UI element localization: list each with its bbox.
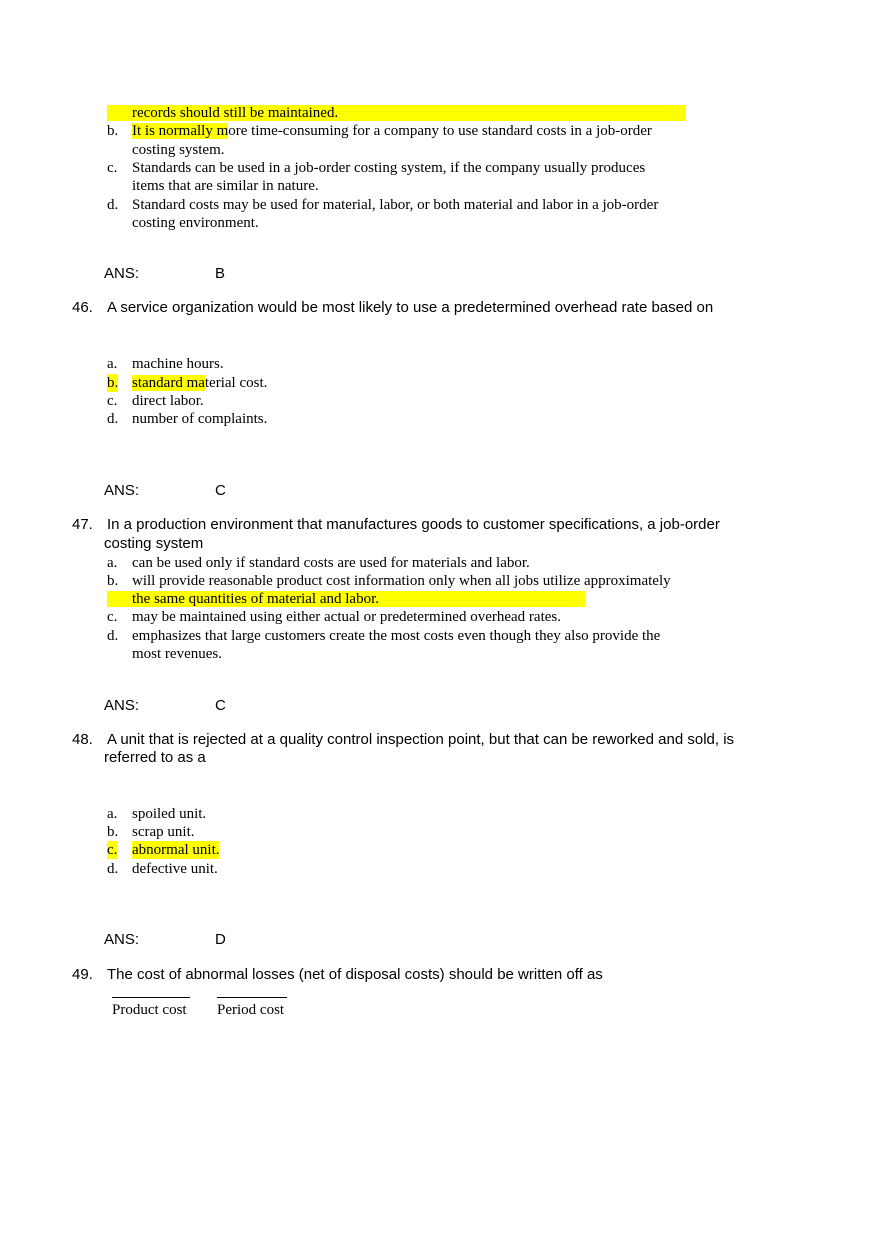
option-text: Standard costs may be used for material, labor, or both material and labor in a job-order xyxy=(132,197,659,213)
option-text-line2: costing environment. xyxy=(132,215,259,231)
question-stem: A unit that is rejected at a quality control inspection point, but that can be reworked and sold, is xyxy=(107,731,735,748)
option-letter: c. xyxy=(107,160,118,176)
question-stem-line2: costing system xyxy=(104,535,204,552)
option-letter: d. xyxy=(107,628,119,644)
option-text: defective unit. xyxy=(132,861,218,877)
option-letter: a. xyxy=(107,806,118,822)
option-letter: d. xyxy=(107,197,119,213)
ans-label: ANS: xyxy=(104,697,140,714)
option-text: scrap unit. xyxy=(132,824,195,840)
option-text: Standards can be used in a job-order costing system, if the company usually produces xyxy=(132,160,646,176)
ans-value: D xyxy=(215,931,226,948)
option-letter: b. xyxy=(107,824,119,840)
option-text: can be used only if standard costs are used for materials and labor. xyxy=(132,555,530,571)
option-text: number of complaints. xyxy=(132,411,268,427)
option-text: spoiled unit. xyxy=(132,806,207,822)
ans-value: C xyxy=(215,697,226,714)
option-letter: b. xyxy=(107,375,119,391)
option-text-line2: most revenues. xyxy=(132,646,222,662)
option-text-line2: items that are similar in nature. xyxy=(132,178,319,194)
option-text: may be maintained using either actual or predetermined overhead rates. xyxy=(132,609,561,625)
question-stem-line2: referred to as a xyxy=(104,749,206,766)
option-letter: d. xyxy=(107,411,119,427)
question-stem: A service organization would be most likely to use a predetermined overhead rate based on xyxy=(107,299,714,316)
question-number: 49. xyxy=(72,966,93,983)
question-number: 46. xyxy=(72,299,93,316)
option-text-line2: the same quantities of material and labor. xyxy=(132,591,380,607)
column-header-product-cost: Product cost xyxy=(112,1002,187,1018)
question-stem: In a production environment that manufactures goods to customer specifications, a job-order xyxy=(107,516,720,533)
column-rule xyxy=(217,997,287,998)
option-letter: c. xyxy=(107,842,118,858)
ans-label: ANS: xyxy=(104,265,140,282)
option-text-rest: ore time-consuming for a company to use standard costs in a job-order xyxy=(228,123,652,139)
option-text xyxy=(132,122,652,140)
option-text: will provide reasonable product cost information only when all jobs utilize approximately xyxy=(132,573,671,589)
ans-value: C xyxy=(215,482,226,499)
ans-value: B xyxy=(215,265,226,282)
option-letter: c. xyxy=(107,393,118,409)
column-header-period-cost: Period cost xyxy=(217,1002,285,1018)
question-number: 47. xyxy=(72,516,93,533)
option-text: direct labor. xyxy=(132,393,204,409)
highlighted-text: It is normally m xyxy=(132,123,229,139)
option-text xyxy=(132,374,267,392)
option-letter: a. xyxy=(107,555,118,571)
option-letter: b. xyxy=(107,123,119,139)
highlighted-text: standard ma xyxy=(132,375,205,391)
option-letter: d. xyxy=(107,861,119,877)
ans-label: ANS: xyxy=(104,931,140,948)
ans-label: ANS: xyxy=(104,482,140,499)
option-letter: b. xyxy=(107,573,119,589)
option-letter: a. xyxy=(107,356,118,372)
question-stem: The cost of abnormal losses (net of disposal costs) should be written off as xyxy=(107,966,603,983)
option-text-line2: costing system. xyxy=(132,142,225,158)
option-text-rest: terial cost. xyxy=(204,375,268,391)
option-text: machine hours. xyxy=(132,356,224,372)
question-number: 48. xyxy=(72,731,93,748)
option-text: abnormal unit. xyxy=(132,842,220,858)
option-letter: c. xyxy=(107,609,118,625)
option-text: emphasizes that large customers create the most costs even though they also provide the xyxy=(132,628,661,644)
column-rule xyxy=(112,997,190,998)
option-text: records should still be maintained. xyxy=(132,105,339,121)
